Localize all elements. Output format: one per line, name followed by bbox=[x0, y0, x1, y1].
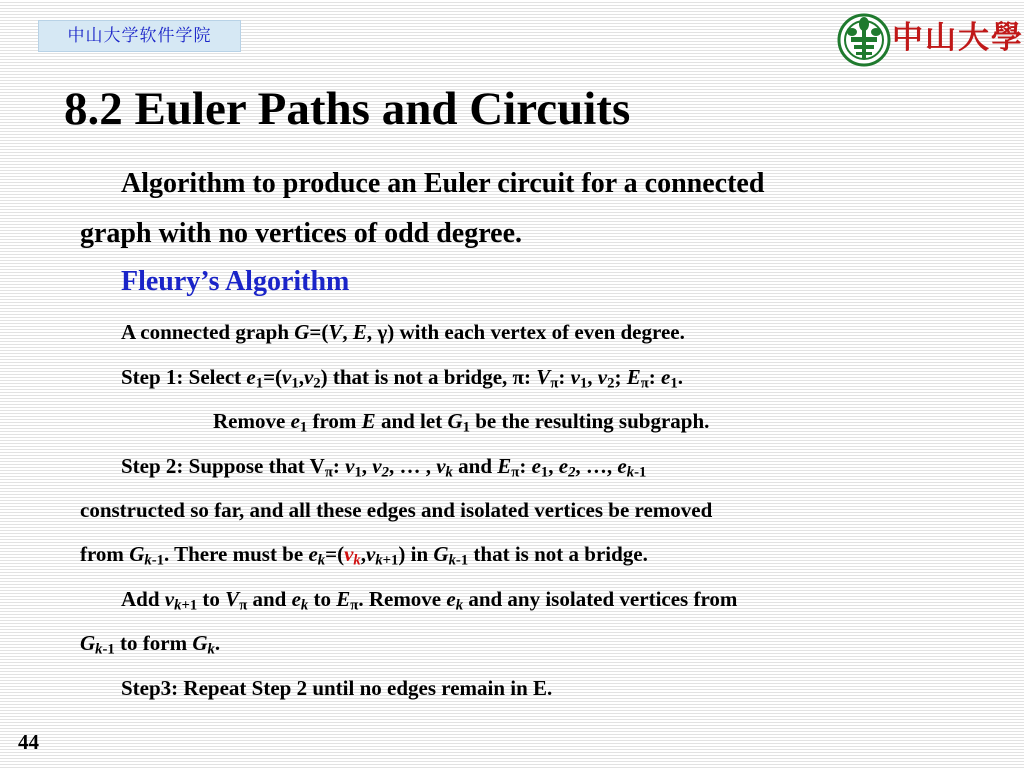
step-2-line-3: from $G_{k-1}$. There must be $e_k=(v_k,v_{k+1})$ in $G_{k-1}$ that is not a bridge. bbox=[80, 542, 648, 569]
intro-line-1: Algorithm to produce an Euler circuit for a connected bbox=[121, 168, 765, 199]
step-2-line-4: Add $v_{k+1}$ to $V_\pi$ and $e_k$ to $E_\pi$. Remove $e_k$ and any isolated vertices from bbox=[121, 587, 738, 614]
step-2-line-1: Step 2: Suppose that $V_\pi$: $v_1$, $v_2$, … , $v_k$ and $E_\pi$: $e_1$, $e_2$, …, $e_{k-1}$ bbox=[121, 454, 647, 481]
connected-graph-line: A connected graph G=(V, E, γ) with each vertex of even degree. bbox=[121, 320, 685, 344]
step-1-line-2: Remove $e_1$ from E and let $G_1$ be the resulting subgraph. bbox=[213, 409, 710, 436]
intro-line-2: graph with no vertices of odd degree. bbox=[80, 218, 522, 249]
slide-title: 8.2 Euler Paths and Circuits bbox=[64, 83, 631, 135]
step-3-line: Step3: Repeat Step 2 until no edges remain in E. bbox=[121, 676, 553, 700]
step-2-line-5: $G_{k-1}$ to form $G_k$. bbox=[80, 631, 221, 658]
algorithm-name: Fleury’s Algorithm bbox=[121, 266, 350, 297]
school-name-badge: 中山大学软件学院 bbox=[38, 20, 241, 52]
step-1-line-1: Step 1: Select $e_1=(v_1,v_2)$ that is not a bridge, π: $V_\pi$: $v_1$, $v_2$; $E_\pi$: $e_1$. bbox=[121, 365, 683, 392]
university-logo bbox=[836, 12, 1024, 68]
university-logo-text: 中山大學 bbox=[892, 20, 1024, 56]
university-emblem-icon bbox=[836, 12, 892, 68]
step-2-line-2: constructed so far, and all these edges and isolated vertices be removed bbox=[80, 498, 713, 522]
page-number: 44 bbox=[18, 730, 39, 754]
